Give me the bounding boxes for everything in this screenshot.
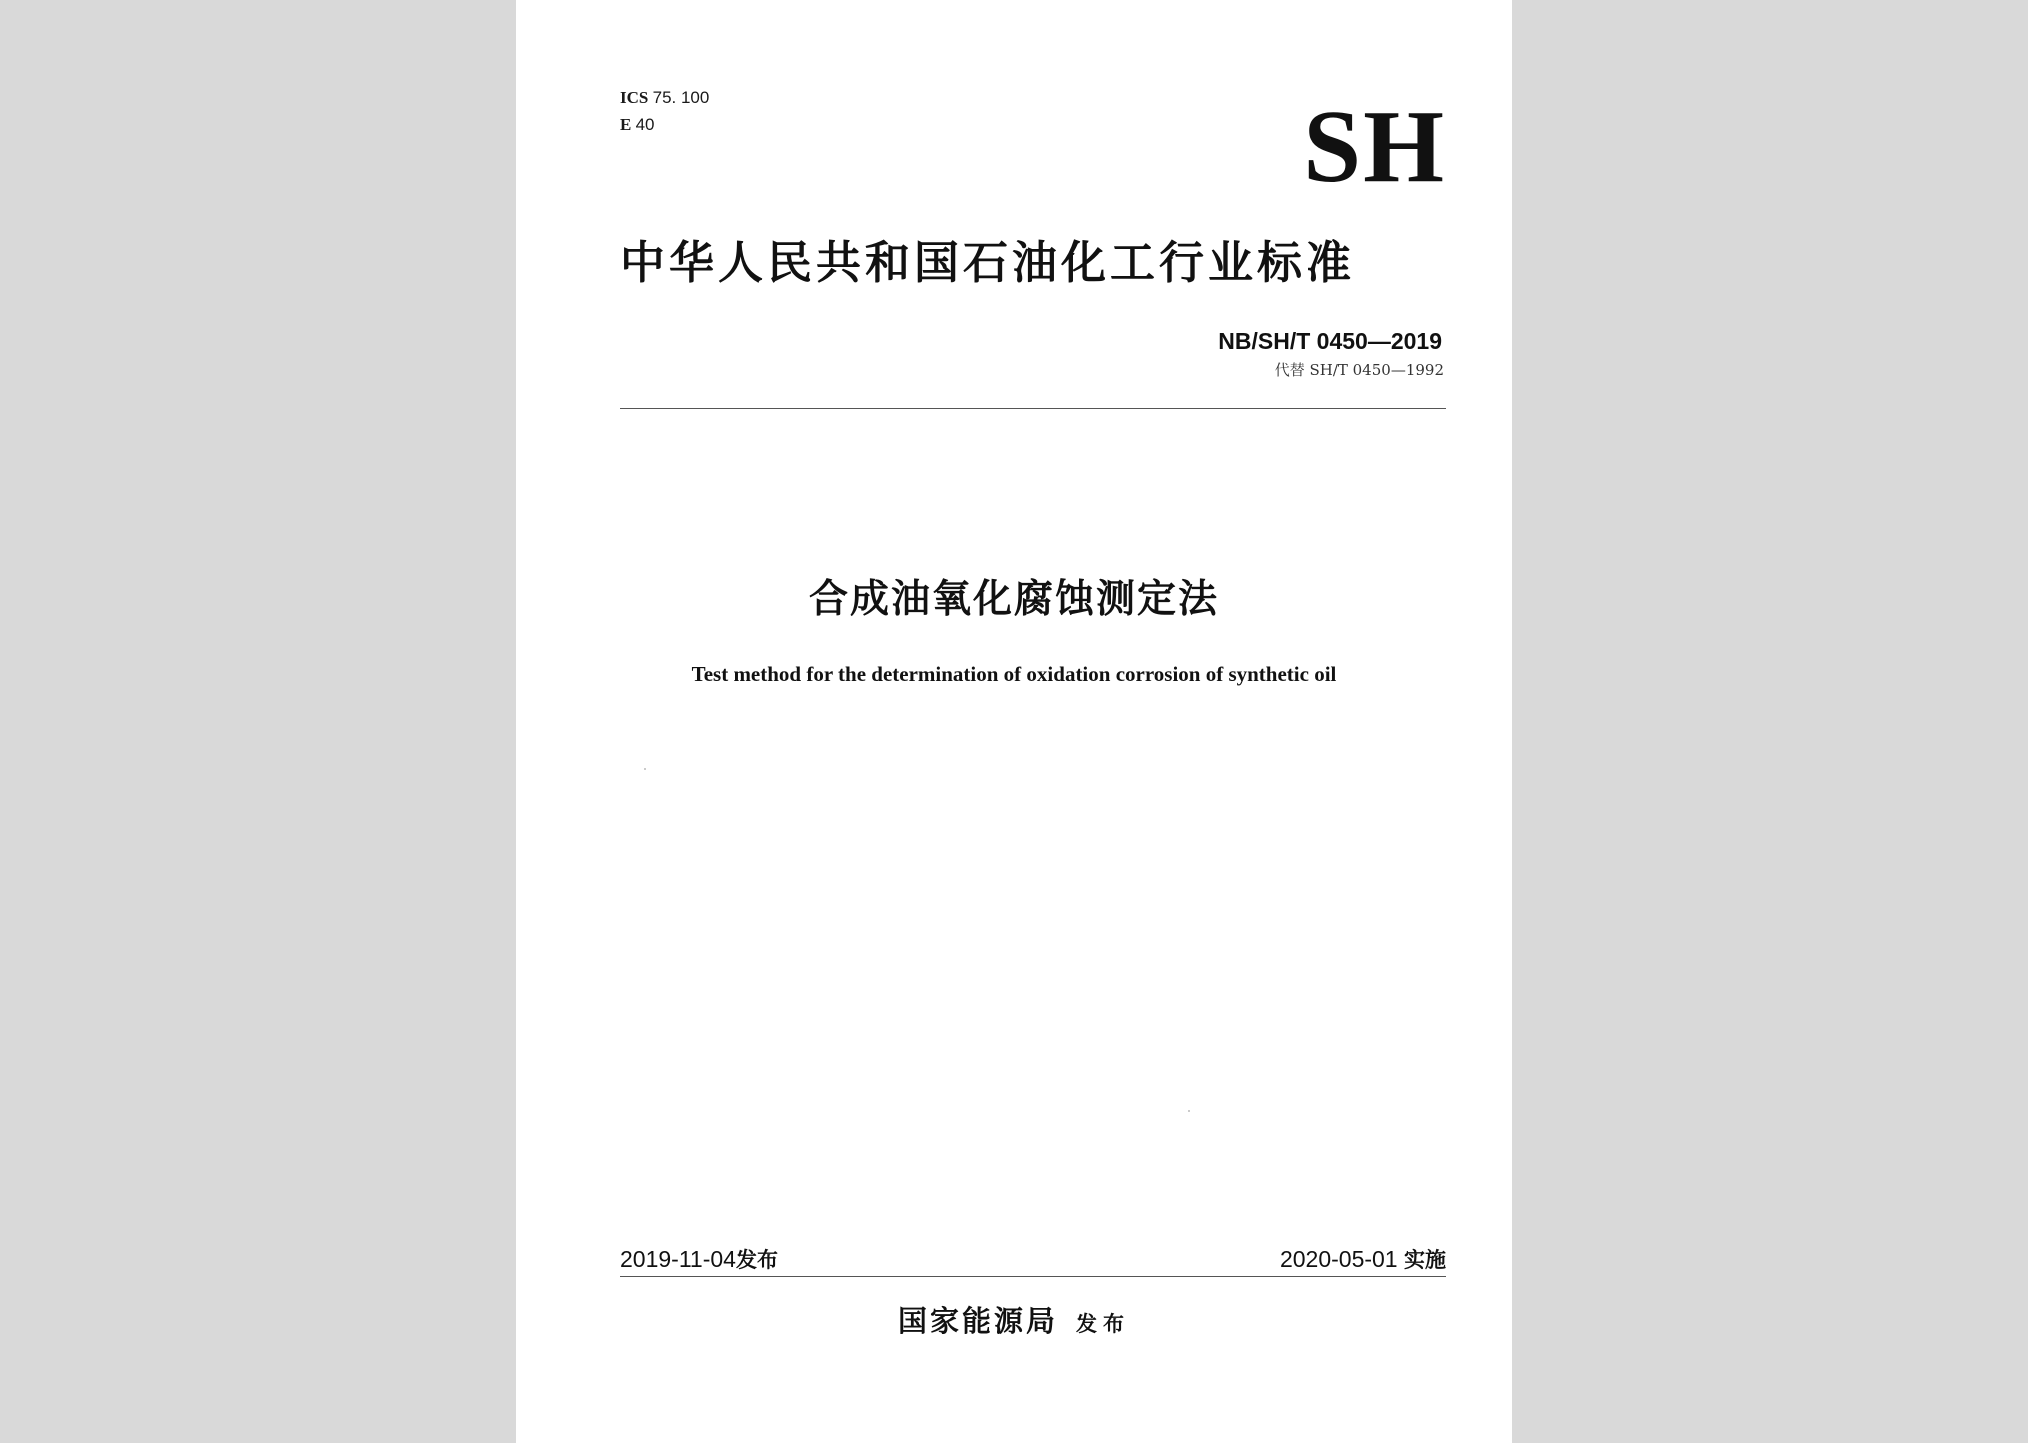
implement-date: 2020-05-01 (1279, 1246, 1398, 1272)
footer-divider (620, 1276, 1446, 1277)
title-chinese: 合成油氧化腐蚀测定法 (808, 577, 1219, 622)
document-page (516, 0, 1512, 1443)
implement-date-line (1280, 1248, 1446, 1271)
issuer-title: 中华人民共和国石油化工行业标准 (620, 236, 1356, 289)
standard-number: NB/SH/T 0450—2019 (1218, 328, 1442, 354)
title-english: Test method for the determination of oxidation corrosion of synthetic oil (691, 662, 1337, 686)
implement-label: 实施 (1404, 1248, 1446, 1272)
ccs-value: 40 (635, 115, 655, 134)
ics-value: 75. 100 (652, 88, 710, 107)
ccs-label: E (620, 115, 632, 134)
scan-speck (644, 768, 646, 770)
sh-logo: SH (1303, 89, 1446, 204)
publisher-line (516, 1304, 1512, 1338)
issue-date: 2019-11-04 (620, 1246, 736, 1272)
scan-speck (1188, 1110, 1190, 1112)
ics-label: ICS (620, 88, 649, 107)
replaces-standard: 代替 SH/T 0450—1992 (1274, 361, 1444, 379)
publisher-name: 国家能源局 (897, 1304, 1058, 1338)
ccs-code (620, 115, 655, 135)
header-divider (620, 408, 1446, 409)
issue-date-line (620, 1248, 778, 1271)
ics-code (620, 88, 709, 108)
publisher-action: 发布 (1076, 1312, 1130, 1336)
issue-label: 发布 (735, 1248, 778, 1272)
